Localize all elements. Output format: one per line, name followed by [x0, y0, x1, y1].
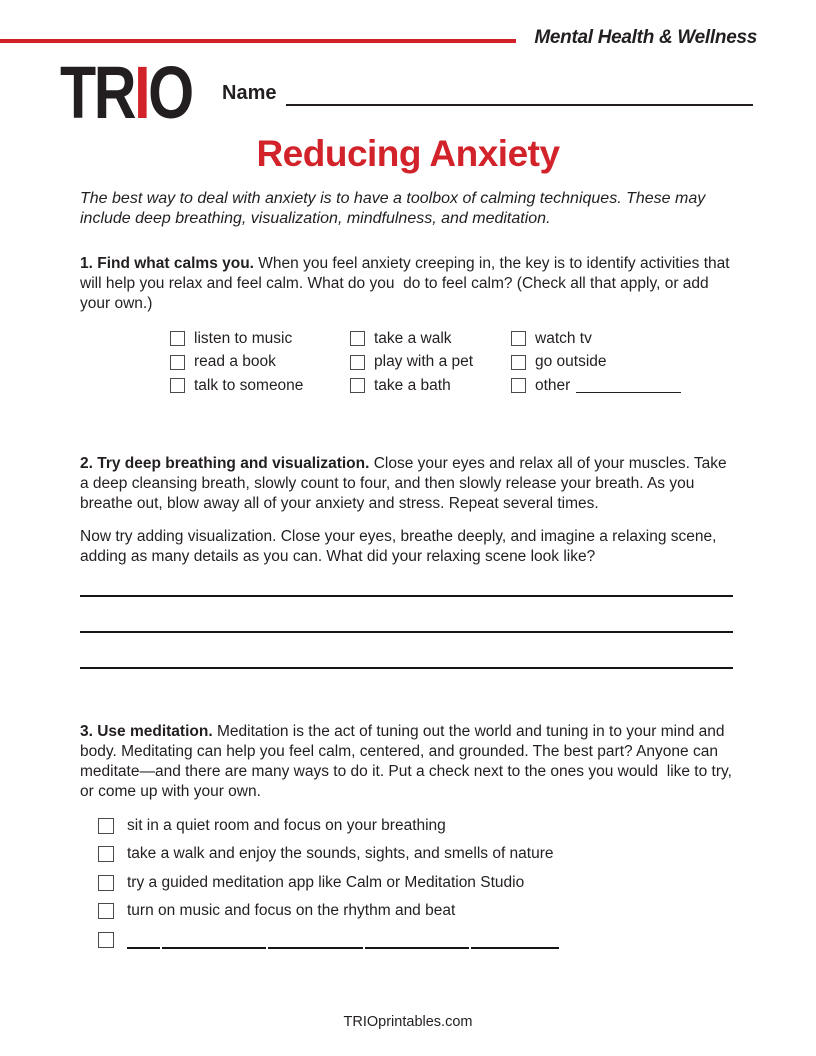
- blank-line-segment: [162, 934, 266, 949]
- logo-text-tr: TR: [60, 51, 135, 134]
- answer-writing-line-1[interactable]: [80, 595, 733, 597]
- checkbox-item-talk-to-someone: [170, 374, 303, 398]
- option-label: turn on music and focus on the rhythm and beat: [127, 902, 456, 919]
- section3-options-list: [98, 817, 561, 960]
- checkbox[interactable]: [98, 932, 114, 948]
- section1-checkbox-column-3: [511, 327, 681, 398]
- checkbox-label: take a bath: [374, 376, 451, 394]
- trio-logo: [60, 51, 192, 134]
- option-item-custom: [98, 932, 561, 949]
- checkbox[interactable]: [170, 331, 185, 346]
- checkbox[interactable]: [98, 903, 114, 919]
- checkbox[interactable]: [350, 378, 365, 393]
- checkbox[interactable]: [170, 355, 185, 370]
- answer-writing-line-3[interactable]: [80, 667, 733, 669]
- section1-checkbox-column-1: [170, 327, 303, 398]
- page-title: Reducing Anxiety: [256, 133, 560, 174]
- checkbox-label: watch tv: [535, 329, 592, 347]
- logo-text-o: O: [148, 51, 192, 134]
- header-red-rule: [0, 39, 516, 43]
- checkbox[interactable]: [511, 355, 526, 370]
- checkbox-item-take-a-walk: [350, 327, 473, 351]
- checkbox-label: take a walk: [374, 329, 452, 347]
- checkbox-item-watch-tv: [511, 327, 681, 351]
- checkbox-label: read a book: [194, 353, 276, 371]
- answer-writing-line-2[interactable]: [80, 631, 733, 633]
- option-label: try a guided meditation app like Calm or Meditation Studio: [127, 873, 525, 891]
- other-input-line[interactable]: [576, 378, 681, 393]
- section1-heading: 1. Find what calms you.: [80, 255, 254, 272]
- checkbox[interactable]: [350, 331, 365, 346]
- section1-body: When you feel anxiety creeping in, the key is to identify activities that will help you relax and feel calm. What do you do to feel calm? (Check all that apply, or add your own.): [80, 255, 734, 312]
- checkbox-item-play-with-a-pet: [350, 351, 473, 375]
- option-item-walk-nature: [98, 846, 561, 863]
- checkbox-label: play with a pet: [374, 353, 474, 371]
- checkbox-item-go-outside: [511, 351, 681, 375]
- name-row: [222, 80, 753, 106]
- blank-line-segment: [268, 934, 363, 949]
- checkbox-label: go outside: [535, 353, 607, 371]
- section2-body: Close your eyes and relax all of your muscles. Take a deep cleansing breath, slowly count to four, and then slowly release your breath. As you breathe out, blow away all of your anxiety and stress. Repeat several times.: [80, 455, 731, 512]
- checkbox-item-take-a-bath: [350, 374, 473, 398]
- logo-text-i: I: [134, 51, 149, 134]
- section1-checkbox-column-2: [350, 327, 473, 398]
- section2-text-2: Now try adding visualization. Close your eyes, breathe deeply, and imagine a relaxing scene, adding as many details as you can. What did your relaxing scene look like?: [80, 528, 721, 565]
- checkbox[interactable]: [350, 355, 365, 370]
- blank-line-segment: [127, 934, 160, 949]
- checkbox[interactable]: [98, 846, 114, 862]
- option-label: take a walk and enjoy the sounds, sights, and smells of nature: [127, 845, 554, 862]
- intro-text: The best way to deal with anxiety is to have a toolbox of calming techniques. These may include deep breathing, visualization, mindfulness, and meditation.: [80, 190, 710, 227]
- section3-body: Meditation is the act of tuning out the world and tuning in to your mind and body. Meditating can help you feel calm, centered, and grounded. The best part? Anyone can meditate—and there are many ways to do it. Put a check next to the ones you would like to try, or come up with your own.: [80, 723, 737, 800]
- option-item-meditation-app: [98, 874, 561, 891]
- checkbox[interactable]: [511, 378, 526, 393]
- option-item-music-rhythm: [98, 903, 561, 920]
- checkbox-label: listen to music: [194, 329, 293, 347]
- checkbox[interactable]: [170, 378, 185, 393]
- checkbox-item-other: [511, 374, 681, 398]
- checkbox[interactable]: [98, 818, 114, 834]
- section2-text: [80, 454, 736, 514]
- option-item-quiet-room: [98, 817, 561, 834]
- section1-text: [80, 254, 736, 314]
- section2-heading: 2. Try deep breathing and visualization.: [80, 455, 370, 472]
- checkbox[interactable]: [511, 331, 526, 346]
- option-label: sit in a quiet room and focus on your breathing: [127, 816, 446, 834]
- checkbox-item-read-a-book: [170, 351, 303, 375]
- blank-line-segment: [365, 934, 469, 949]
- footer-site-label: TRIOprintables.com: [343, 1014, 473, 1030]
- custom-option-input-line[interactable]: [127, 932, 561, 949]
- checkbox[interactable]: [98, 875, 114, 891]
- header-category-label: Mental Health & Wellness: [534, 27, 757, 48]
- name-input-line[interactable]: [286, 80, 753, 106]
- checkbox-item-listen-to-music: [170, 327, 303, 351]
- section3-heading: 3. Use meditation.: [80, 723, 213, 740]
- checkbox-label: talk to someone: [194, 376, 304, 394]
- name-label: Name: [222, 82, 277, 104]
- checkbox-label: other: [535, 376, 571, 394]
- blank-line-segment: [471, 934, 559, 949]
- section3-text: [80, 722, 736, 802]
